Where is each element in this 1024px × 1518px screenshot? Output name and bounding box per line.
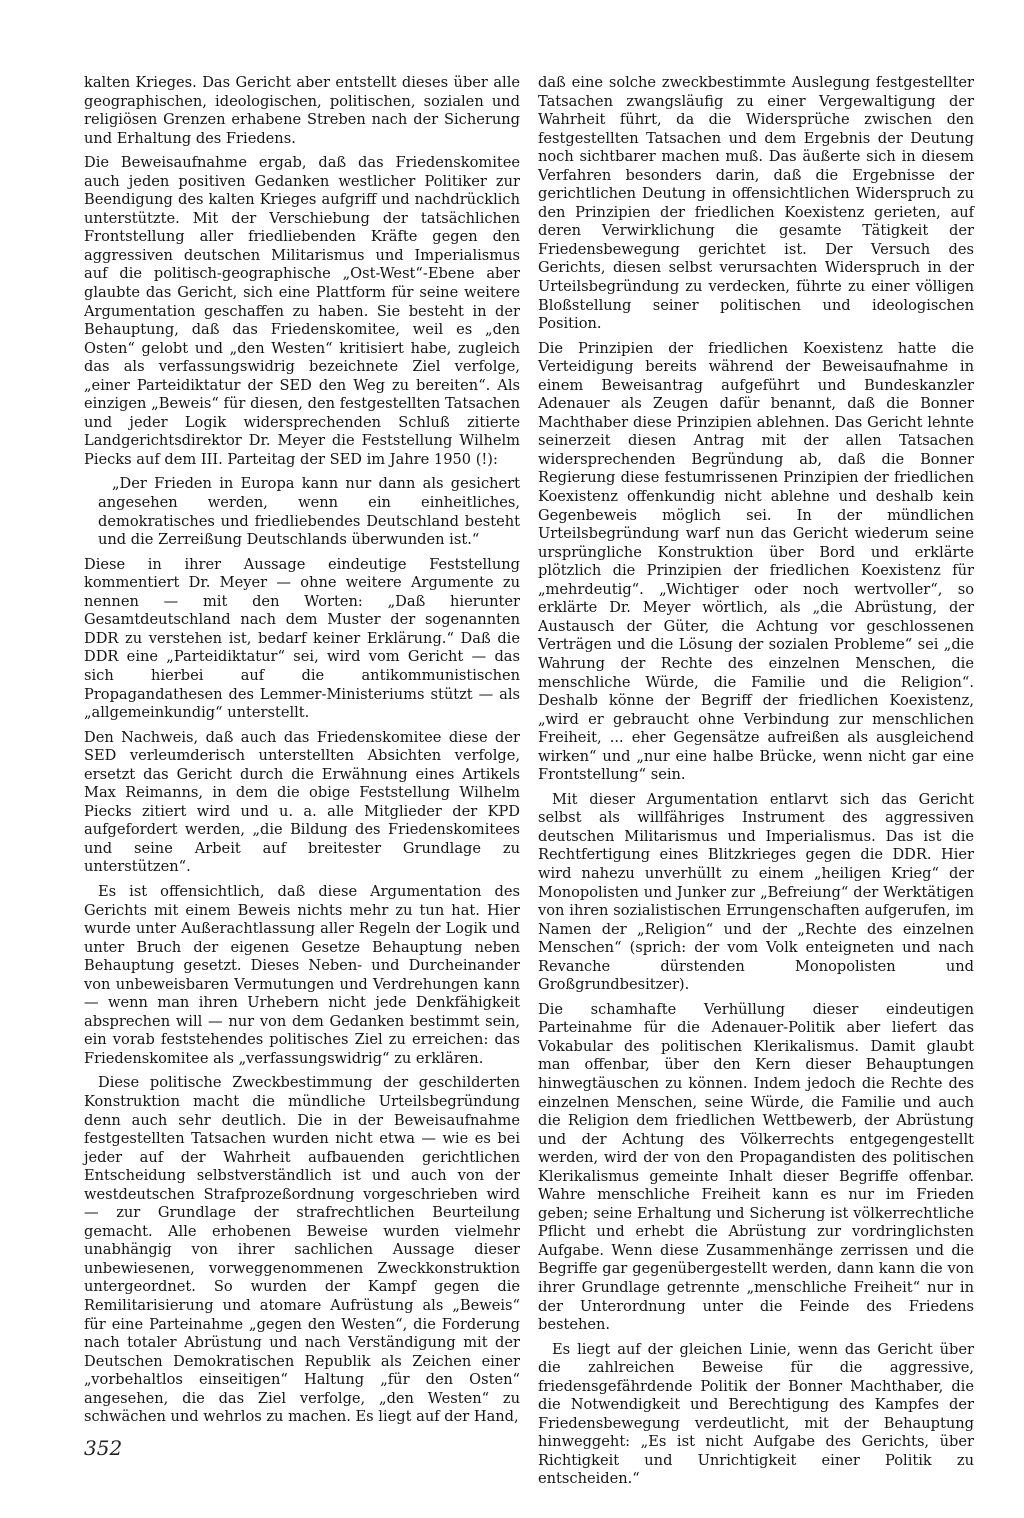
paragraph: Die Prinzipien der friedlichen Koexistenz hatte die Verteidigung bereits während der Beweisaufnahme in einem Beweisantrag aufgeführt und Bundeskanzler Adenauer als Zeugen dafür benannt, daß die Bonner Machthaber diese Prinzipien ablehnen. Das Gericht lehnte seinerzeit diesen Antrag mit der allen Tatsachen widersprechenden Begründung ab, daß die Bonner Regierung diese festumrissenen Prinzipien der friedlichen Koexistenz offenkundig nicht ablehne und deshalb kein Gegenbeweis möglich sei. In der mündlichen Urteilsbegründung warf nun das Gericht wiederum seine ursprüngliche Konstruktion über Bord und erklärte plötzlich die Prinzipien der friedlichen Koexistenz für „mehrdeutig“. „Wichtiger oder noch wertvoller“, so erklärte Dr. Meyer wörtlich, als „die Abrüstung, der Austausch der Güter, die Achtung vor geschlossenen Verträgen und die Lösung der sozialen Probleme“ sei „die Wahrung der Rechte des einzelnen Menschen, die menschliche Würde, die Familie und die Religion“. Deshalb könne der Begriff der friedlichen Koexistenz, „wird er gebraucht ohne Verbindung zur menschlichen Freiheit, ... eher Gegensätze aufreißen als ausgleichend wirken“ und „nur eine halbe Brücke, wenn nicht gar eine Frontstellung“ sein. [538, 339, 974, 784]
paragraph: kalten Krieges. Das Gericht aber entstellt dieses über alle geographischen, ideologischen, politischen, sozialen und religiösen Grenzen erhabene Streben nach der Sicherung und Erhaltung des Friedens. [84, 74, 520, 147]
right-text-column [538, 74, 974, 1495]
paragraph: Die schamhafte Verhüllung dieser eindeutigen Parteinahme für die Adenauer-Politik aber liefert das Vokabular des politischen Klerikalismus. Damit glaubt man offenbar, über den Kern dieser Behauptungen hinwegtäuschen zu können. Indem jedoch die Rechte des einzelnen Menschen, seine Würde, die Familie und auch die Religion dem friedlichen Wettbewerb, der Abrüstung und der Achtung des Völkerrechts entgegengestellt werden, wird der von den Propagandisten des politischen Klerikalismus gemeinte Inhalt dieser Begriffe offenbar. Wahre menschliche Freiheit kann es nur im Frieden geben; seine Erhaltung und Sicherung ist völkerrechtliche Pflicht und erhebt die Abrüstung zur vordringlichsten Aufgabe. Wenn diese Zusammenhänge zerrissen und die Begriffe gar gegenübergestellt werden, dann kann die von ihrer Grundlage getrennte „menschliche Freiheit“ nur in der Unterordnung unter die Feinde des Friedens bestehen. [538, 1000, 974, 1334]
page-number: 352 [84, 1436, 123, 1460]
paragraph: Diese in ihrer Aussage eindeutige Feststellung kommentiert Dr. Meyer — ohne weitere Argumente zu nennen — mit den Worten: „Daß hierunter Gesamtdeutschland nach dem Muster der sogenannten DDR zu verstehen ist, bedarf keiner Erklärung.“ Daß die DDR eine „Parteidiktatur“ sei, wird vom Gericht — das sich hierbei auf die antikommunistischen Propagandathesen des Lemmer-Ministeriums stützt — als „allgemeinkundig“ unterstellt. [84, 555, 520, 722]
paragraph: Diese politische Zweckbestimmung der geschilderten Konstruktion macht die mündliche Urteilsbegründung denn auch sehr deutlich. Die in der Beweisaufnahme festgestellten Tatsachen wurden nicht etwa — wie es bei jeder auf der Wahrheit aufbauenden gerichtlichen Entscheidung selbstverständlich ist und auch von der westdeutschen Strafprozeßordnung vorgeschrieben wird — zur Grundlage der strafrechtlichen Beurteilung gemacht. Alle erhobenen Beweise wurden vielmehr unabhängig von ihrer sachlichen Aussage dieser unbewiesenen, vorweggenommenen Zweckkonstruktion untergeordnet. So wurden der Kampf gegen die Remilitarisierung und atomare Aufrüstung als „Beweis“ für eine Parteinahme „gegen den Westen“, die Forderung nach totaler Abrüstung und nach Verständigung mit der Deutschen Demokratischen Republik als Zeichen einer „vorbehaltlos einseitigen“ Haltung „für den Osten“ angesehen, die das Ziel verfolge, „den Westen“ zu schwächen und wehrlos zu machen. Es liegt auf der Hand, [84, 1074, 520, 1426]
paragraph: Es liegt auf der gleichen Linie, wenn das Gericht über die zahlreichen Beweise für die aggressive, friedensgefährdende Politik der Bonner Machthaber, die die Notwendigkeit und Berechtigung des Kampfes der Friedensbewegung verdeutlicht, mit der Behauptung hinweggeht: „Es ist nicht Aufgabe des Gerichts, über Richtigkeit und Unrichtigkeit einer Politik zu entscheiden.“ [538, 1340, 974, 1488]
left-text-column [84, 74, 520, 1433]
paragraph: Die Beweisaufnahme ergab, daß das Friedenskomitee auch jeden positiven Gedanken westlicher Politiker zur Beendigung des kalten Krieges aufgriff und nachdrücklich unterstützte. Mit der Verschiebung der tatsächlichen Frontstellung aller friedliebenden Kräfte gegen den aggressiven deutschen Militarismus und Imperialismus auf die politisch-geographische „Ost-West“-Ebene aber glaubte das Gericht, sich eine Plattform für seine weitere Argumentation geschaffen zu haben. Sie besteht in der Behauptung, daß das Friedenskomitee, weil es „den Osten“ gelobt und „den Westen“ kritisiert habe, zugleich das als verfassungswidrig bezeichnete Ziel verfolge, „einer Parteidiktatur der SED den Weg zu bereiten“. Als einzigen „Beweis“ für diesen, den festgestellten Tatsachen und jeder Logik widersprechenden Schluß zitierte Landgerichtsdirektor Dr. Meyer die Feststellung Wilhelm Piecks auf dem III. Parteitag der SED im Jahre 1950 (!): [84, 154, 520, 468]
paragraph: daß eine solche zweckbestimmte Auslegung festgestellter Tatsachen zwangsläufig zu einer Vergewaltigung der Wahrheit führt, da die Widersprüche zwischen den festgestellten Tatsachen und dem Ergebnis der Deutung noch sichtbarer machen muß. Das äußerte sich in diesem Verfahren besonders darin, daß die Ergebnisse der gerichtlichen Deutung in offensichtlichen Widerspruch zu den Prinzipien der friedlichen Koexistenz gerieten, auf deren Verwirklichung die gesamte Tätigkeit der Friedensbewegung gerichtet ist. Der Versuch des Gerichts, diesen selbst verursachten Widerspruch in der Urteilsbegründung zu verdecken, führte zu einer völligen Bloßstellung seiner politischen und ideologischen Position. [538, 74, 974, 333]
paragraph: Den Nachweis, daß auch das Friedenskomitee diese der SED verleumderisch unterstellten Absichten verfolge, ersetzt das Gericht durch die Erwähnung eines Artikels Max Reimanns, in dem die obige Feststellung Wilhelm Piecks zitiert wird und u. a. alle Mitglieder der KPD aufgefordert werden, „die Bildung des Friedenskomitees und seine Arbeit auf breitester Grundlage zu unterstützen“. [84, 728, 520, 876]
paragraph: Es ist offensichtlich, daß diese Argumentation des Gerichts mit einem Beweis nichts mehr zu tun hat. Hier wurde unter Außerachtlassung aller Regeln der Logik und unter Bruch der eigenen Gesetze Behauptung neben Behauptung gesetzt. Dieses Neben- und Durcheinander von unbeweisbaren Vermutungen und Verdrehungen kann — wenn man ihren Urhebern nicht jede Denkfähigkeit absprechen will — nur von dem Gedanken bestimmt sein, ein vorab feststehendes politisches Ziel zu erreichen: das Friedenskomitee als „verfassungswidrig“ zu erklären. [84, 882, 520, 1067]
paragraph: Mit dieser Argumentation entlarvt sich das Gericht selbst als willfähriges Instrument des aggressiven deutschen Militarismus und Imperialismus. Das ist die Rechtfertigung eines Blitzkrieges gegen die DDR. Hier wird nahezu unverhüllt zu einem „heiligen Krieg“ der Monopolisten und Junker zur „Befreiung“ der Werktätigen von ihren sozialistischen Errungenschaften aufgerufen, im Namen der „Religion“ und der „Rechte des einzelnen Menschen“ (sprich: der vom Volk enteigneten und nach Revanche dürstenden Monopolisten und Großgrundbesitzer). [538, 790, 974, 994]
quoted-paragraph: „Der Frieden in Europa kann nur dann als gesichert angesehen werden, wenn ein einheitliches, demokratisches und friedliebendes Deutschland besteht und die Zerreißung Deutschlands überwunden ist.“ [98, 475, 520, 549]
